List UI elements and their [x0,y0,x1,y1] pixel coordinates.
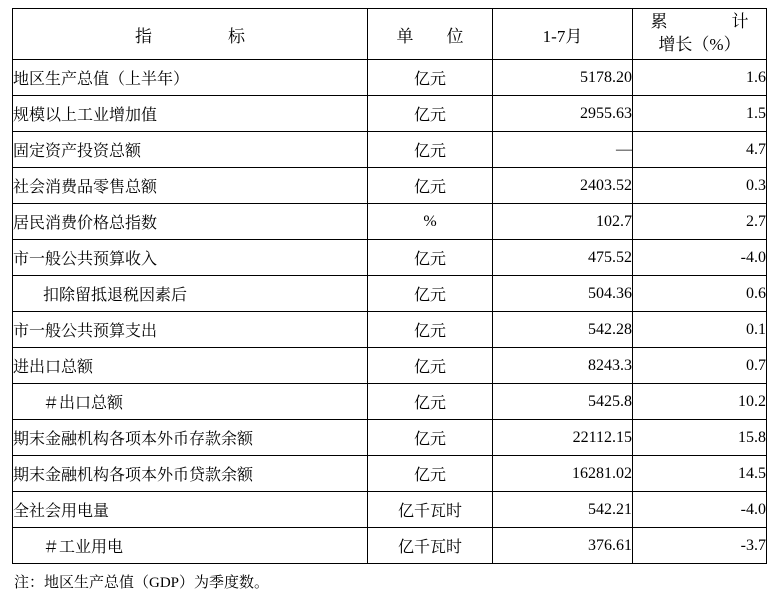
cell-unit: 亿千瓦时 [368,492,493,528]
table-row [13,240,767,276]
cell-value: 5425.8 [493,384,633,420]
cell-growth: 14.5 [633,456,767,492]
table-note: 注：地区生产总值（GDP）为季度数。 [14,575,270,591]
cell-unit: 亿元 [368,420,493,456]
table-body [13,60,767,564]
table-header [13,9,767,60]
header-growth-label-line2: 增长（%） [658,35,741,54]
header-indicator-label: 指 标 [135,26,259,46]
cell-value: 16281.02 [493,456,633,492]
cell-growth: -4.0 [633,240,767,276]
header-period [493,9,633,60]
table-row [13,276,767,312]
cell-growth: 0.7 [633,348,767,384]
table-header-row [13,9,767,60]
cell-growth: 15.8 [633,420,767,456]
cell-indicator: 居民消费价格总指数 [13,204,368,240]
cell-indicator: 进出口总额 [13,348,368,384]
table-row [13,312,767,348]
cell-unit: 亿千瓦时 [368,528,493,564]
cell-indicator: 期末金融机构各项本外币存款余额 [13,420,368,456]
cell-unit: % [368,204,493,240]
table-row [13,96,767,132]
cell-indicator: 市一般公共预算收入 [13,240,368,276]
cell-value: 542.21 [493,492,633,528]
cell-growth: 1.6 [633,60,767,96]
cell-unit: 亿元 [368,456,493,492]
cell-indicator: 固定资产投资总额 [13,132,368,168]
cell-indicator: 社会消费品零售总额 [13,168,368,204]
cell-value: 376.61 [493,528,633,564]
cell-value: 2955.63 [493,96,633,132]
cell-unit: 亿元 [368,276,493,312]
cell-growth: -4.0 [633,492,767,528]
cell-indicator: ＃工业用电 [13,528,368,564]
table-row [13,204,767,240]
cell-growth: 0.6 [633,276,767,312]
header-unit [368,9,493,60]
cell-growth: 2.7 [633,204,767,240]
table-row [13,420,767,456]
cell-unit: 亿元 [368,312,493,348]
cell-indicator: ＃出口总额 [13,384,368,420]
cell-value: 102.7 [493,204,633,240]
cell-indicator: 市一般公共预算支出 [13,312,368,348]
cell-growth: 4.7 [633,132,767,168]
table-row [13,348,767,384]
cell-unit: 亿元 [368,348,493,384]
header-growth-label-line1: 累 计 [650,12,759,32]
header-unit-label: 单 位 [396,26,472,46]
table-row [13,456,767,492]
cell-value: 8243.3 [493,348,633,384]
cell-unit: 亿元 [368,240,493,276]
cell-value: 5178.20 [493,60,633,96]
table-row [13,60,767,96]
header-period-label: 1-7月 [542,26,583,46]
cell-value: 22112.15 [493,420,633,456]
cell-unit: 亿元 [368,168,493,204]
table-row [13,384,767,420]
table-row [13,492,767,528]
cell-value: — [493,132,633,168]
cell-indicator: 全社会用电量 [13,492,368,528]
statistics-table [12,8,767,564]
header-growth [633,9,767,60]
cell-value: 542.28 [493,312,633,348]
table-row [13,132,767,168]
table-row [13,528,767,564]
cell-unit: 亿元 [368,132,493,168]
cell-indicator: 扣除留抵退税因素后 [13,276,368,312]
cell-unit: 亿元 [368,96,493,132]
header-indicator [13,9,368,60]
cell-unit: 亿元 [368,60,493,96]
table-row [13,168,767,204]
cell-growth: -3.7 [633,528,767,564]
cell-growth: 0.1 [633,312,767,348]
cell-growth: 0.3 [633,168,767,204]
cell-value: 475.52 [493,240,633,276]
cell-growth: 10.2 [633,384,767,420]
cell-indicator: 期末金融机构各项本外币贷款余额 [13,456,368,492]
cell-indicator: 规模以上工业增加值 [13,96,368,132]
cell-value: 2403.52 [493,168,633,204]
cell-unit: 亿元 [368,384,493,420]
cell-growth: 1.5 [633,96,767,132]
cell-indicator: 地区生产总值（上半年） [13,60,368,96]
cell-value: 504.36 [493,276,633,312]
